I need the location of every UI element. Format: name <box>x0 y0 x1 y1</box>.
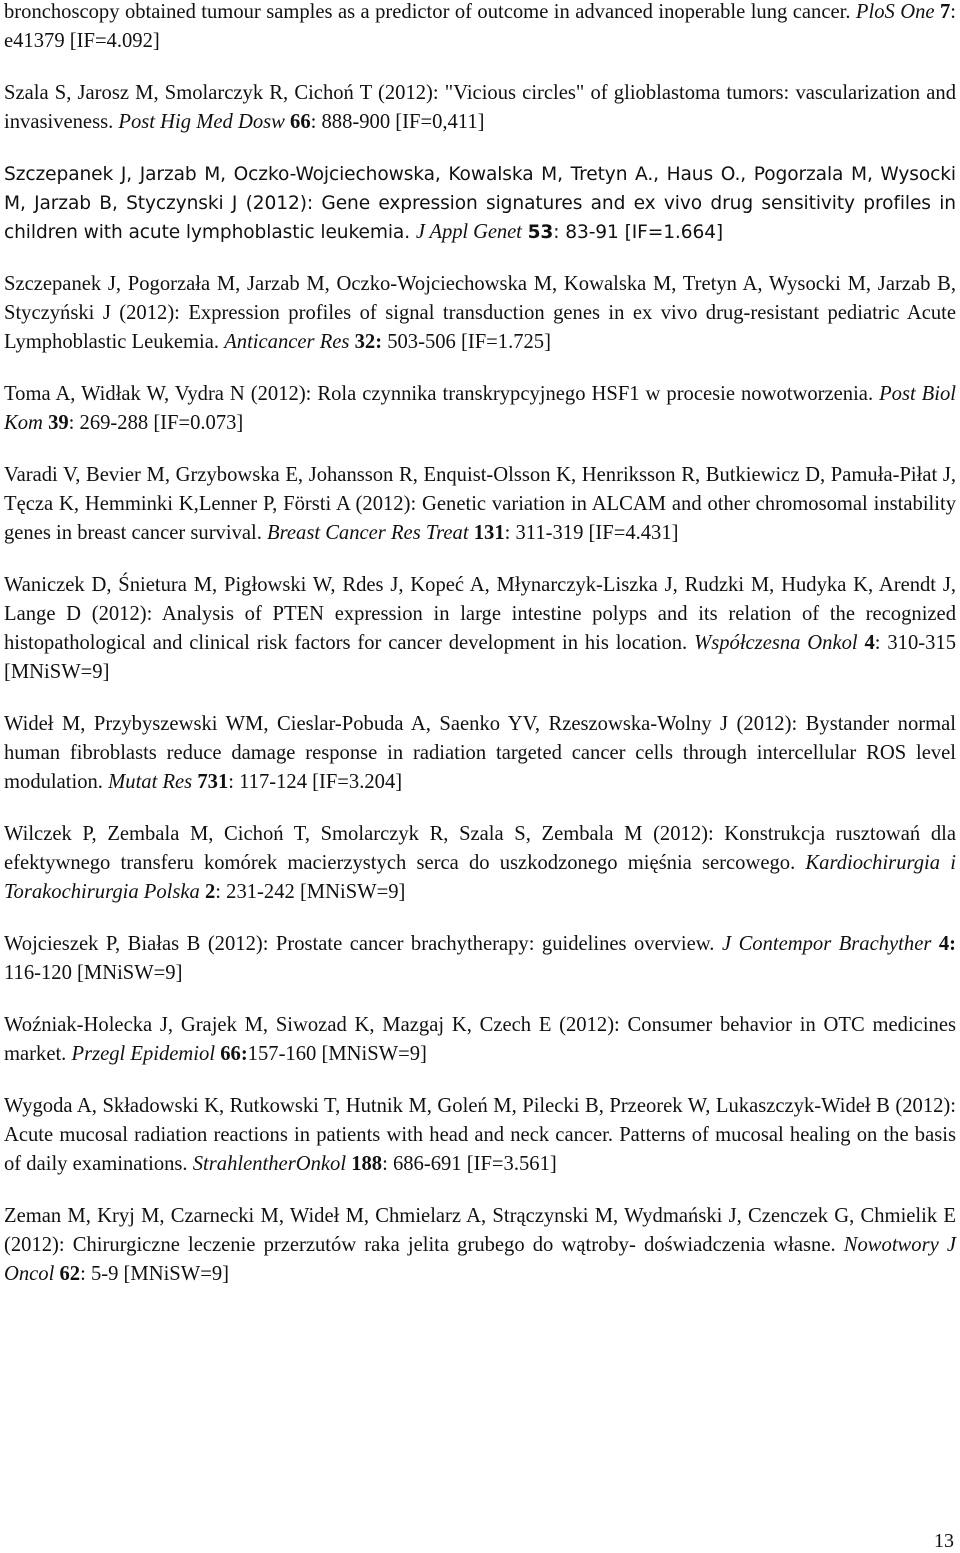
reference-authors: Wygoda A, Składowski K, Rutkowski T, Hutnik M, Goleń M, Pilecki B, Przeorek W, Lukaszczyk-Wideł B (2012): Acute mucosal radiation reactions in patients with head and neck cancer. Patterns of mucosal healing on the basis of daily examinations. <box>4 1095 956 1175</box>
reference-entry <box>4 380 956 438</box>
journal-volume: 731 <box>197 771 229 793</box>
reference-entry <box>4 270 956 357</box>
reference-pages: : 686-691 [IF=3.561] <box>382 1153 557 1175</box>
reference-pages: 157-160 [MNiSW=9] <box>247 1043 427 1065</box>
journal-name: Kardiochirurgia i Torakochirurgia Polska <box>4 852 956 903</box>
reference-pages: : 83-91 [IF=1.664] <box>553 222 724 243</box>
reference-entry <box>4 1011 956 1069</box>
reference-pages: : 269-288 [IF=0.073] <box>68 412 244 434</box>
reference-pages: : 888-900 [IF=0,411] <box>310 111 485 133</box>
journal-name: Współczesna Onkol <box>694 632 858 654</box>
reference-authors: Woźniak-Holecka J, Grajek M, Siwozad K, Mazgaj K, Czech E (2012): Consumer behavior in OTC medicines market. <box>4 1014 956 1065</box>
reference-pages: : 231-242 [MNiSW=9] <box>215 881 406 903</box>
journal-volume: 62 <box>59 1263 81 1285</box>
journal-volume: 39 <box>48 412 69 434</box>
reference-entry <box>4 461 956 548</box>
journal-volume: 2 <box>205 881 216 903</box>
reference-entry <box>4 571 956 687</box>
journal-name: Post Hig Med Dosw <box>118 111 285 133</box>
reference-entry <box>4 1202 956 1289</box>
reference-pages: : 5-9 [MNiSW=9] <box>80 1263 229 1285</box>
page-number: 13 <box>934 1530 954 1552</box>
reference-authors: Varadi V, Bevier M, Grzybowska E, Johansson R, Enquist-Olsson K, Henriksson R, Butkiewicz D, Pamuła-Piłat J, Tęcza K, Hemminki K,Lenner P, Försti A (2012): Genetic variation in ALCAM and other chromosomal instability genes in breast cancer survival. <box>4 464 956 544</box>
reference-authors: Zeman M, Kryj M, Czarnecki M, Wideł M, Chmielarz A, Strączynski M, Wydmański J, Czenczek G, Chmielik E (2012): Chirurgiczne leczenie przerzutów raka jelita grubego do wątroby- doświadczenia własne. <box>4 1205 956 1256</box>
reference-entry <box>4 1092 956 1179</box>
journal-name: Nowotwory J Oncol <box>4 1234 956 1285</box>
reference-entry <box>4 930 956 988</box>
reference-pages: : e41379 [IF=4.092] <box>4 1 956 52</box>
reference-entry <box>4 710 956 797</box>
journal-name: Przegl Epidemiol <box>71 1043 216 1065</box>
reference-entry <box>4 820 956 907</box>
journal-name: J Appl Genet <box>415 221 522 243</box>
journal-volume: 188 <box>351 1153 383 1175</box>
journal-name: Mutat Res <box>108 771 193 793</box>
journal-volume: 53 <box>527 222 554 243</box>
journal-volume: 32: <box>354 331 383 353</box>
reference-pages: : 117-124 [IF=3.204] <box>228 771 403 793</box>
journal-volume: 131 <box>473 522 505 544</box>
journal-name: J Contempor Brachyther <box>721 933 932 955</box>
journal-name: StrahlentherOnkol <box>192 1153 347 1175</box>
journal-name: Breast Cancer Res Treat <box>267 522 469 544</box>
reference-entry <box>4 0 956 56</box>
reference-authors: Szczepanek J, Pogorzała M, Jarzab M, Oczko-Wojciechowska M, Kowalska M, Tretyn A, Wysocki M, Jarzab B, Styczyński J (2012): Expression profiles of signal transduction genes in ex vivo drug-resistant pediatric Acute Lymphoblastic Leukemia. <box>4 273 956 353</box>
reference-pages: : 310-315 [MNiSW=9] <box>4 632 956 683</box>
reference-authors: Wideł M, Przybyszewski WM, Cieslar-Pobuda A, Saenko YV, Rzeszowska-Wolny J (2012): Bystander normal human fibroblasts reduce damage response in radiation targeted cancer cells through intercellular ROS level modulation. <box>4 713 956 793</box>
reference-authors: bronchoscopy obtained tumour samples as a predictor of outcome in advanced inoperable lung cancer. <box>4 1 851 23</box>
reference-authors: Wilczek P, Zembala M, Cichoń T, Smolarczyk R, Szala S, Zembala M (2012): Konstrukcja rusztowań dla efektywnego transferu komórek macierzystych serca do uszkodzonego mięśnia sercowego. <box>4 823 956 874</box>
reference-authors: Szala S, Jarosz M, Smolarczyk R, Cichoń T (2012): "Vicious circles" of glioblastoma tumors: vascularization and invasiveness. <box>4 82 956 133</box>
reference-pages: 116-120 [MNiSW=9] <box>4 962 183 984</box>
journal-volume: 66: <box>220 1043 248 1065</box>
reference-entry <box>4 160 956 247</box>
journal-volume: 4: <box>938 933 956 955</box>
journal-name: PloS One <box>855 1 935 23</box>
journal-volume: 66 <box>290 111 311 133</box>
journal-name: Post Biol Kom <box>4 383 956 434</box>
reference-authors: Wojcieszek P, Białas B (2012): Prostate cancer brachytherapy: guidelines overview. <box>4 933 715 955</box>
reference-authors: Toma A, Widłak W, Vydra N (2012): Rola czynnika transkrypcyjnego HSF1 w procesie nowotworzenia. <box>4 383 874 405</box>
journal-volume: 7 <box>939 1 951 23</box>
journal-volume: 4 <box>864 632 875 654</box>
reference-pages: 503-506 [IF=1.725] <box>382 331 551 353</box>
reference-pages: : 311-319 [IF=4.431] <box>504 522 679 544</box>
journal-name: Anticancer Res <box>224 331 350 353</box>
reference-authors: Waniczek D, Śnietura M, Pigłowski W, Rdes J, Kopeć A, Młynarczyk-Liszka J, Rudzki M, Hudyka K, Arendt J, Lange D (2012): Analysis of PTEN expression in large intestine polyps and its relation of the recognized histopathological and clinical risk factors for cancer development in his location. <box>4 574 956 654</box>
reference-entry <box>4 79 956 137</box>
reference-list <box>4 0 956 1312</box>
reference-authors: Szczepanek J, Jarzab M, Oczko-Wojciechowska, Kowalska M, Tretyn A., Haus O., Pogorzala M, Wysocki M, Jarzab B, Styczynski J (2012): Gene expression signatures and ex vivo drug sensitivity profiles in children with acute lymphoblastic leukemia. <box>4 164 956 243</box>
